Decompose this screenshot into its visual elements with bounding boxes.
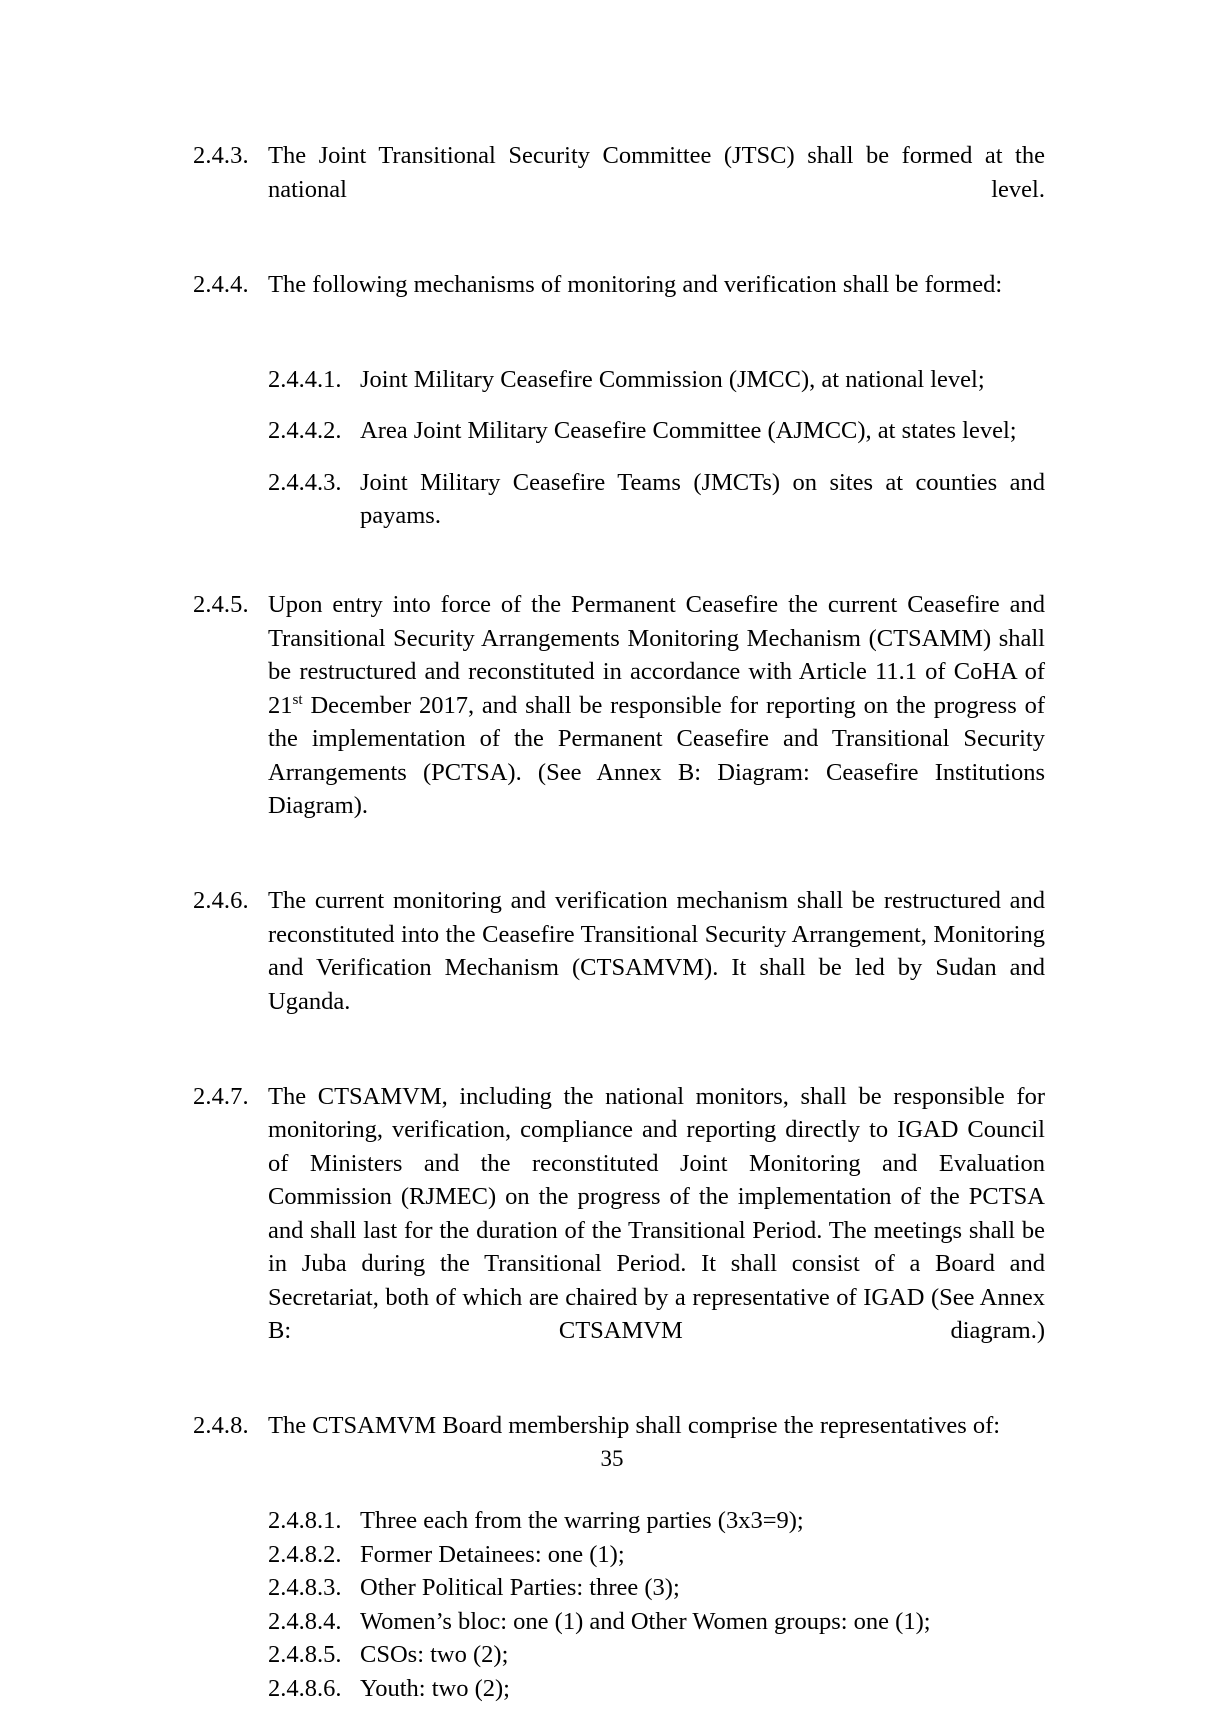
page-number: 35 [600,1446,624,1471]
clause-2-4-5 [193,588,1045,856]
clause-number: 2.4.8. [193,1412,249,1439]
clause-text: The current monitoring and verification mechanism shall be restructured and reconstituted into the Ceasefire Transitional Security Arrangement, Monitoring and Verification Mechanism (CTSAMVM). It shall be led by Sudan and Uganda. [268,887,1045,1015]
clause-number: 2.4.7. [193,1082,249,1110]
clause-text: The CTSAMVM Board membership shall comprise the representatives of: [268,1412,1001,1439]
subclause-number: 2.4.4.2. [268,417,342,444]
subclause-2-4-8-2 [268,1538,1045,1572]
subclause-2-4-8-6 [268,1672,1045,1706]
clause-2-4-7 [193,1080,1045,1382]
subclause-text: Joint Military Ceasefire Teams (JMCTs) on sites at counties and payams. [360,468,1045,529]
subclause-group-2-4-4 [268,363,1045,567]
subclause-number: 2.4.8.4. [268,1607,342,1635]
subclause-2-4-8-4 [268,1605,1045,1639]
subclause-2-4-4-2 [268,414,1045,448]
subclause-2-4-8-1 [268,1504,1045,1538]
subclause-text: Women’s bloc: one (1) and Other Women groups: one (1); [360,1607,931,1635]
subclause-text: Youth: two (2); [360,1674,510,1702]
subclause-text: Joint Military Ceasefire Commission (JMCC), at national level; [360,365,985,393]
clause-text: The CTSAMVM, including the national monitors, shall be responsible for monitoring, verification, compliance and reporting directly to IGAD Council of Ministers and the reconstituted Joint Monitoring and Evaluation Commission (RJMEC) on the progress of the implementation of the PCTSA and shall last for the duration of the Transitional Period. The meetings shall be in Juba during the Transitional Period. It shall consist of a Board and Secretariat, both of which are chaired by a representative of IGAD (See Annex B: CTSAMVM diagram.) [268,1082,1045,1344]
subclause-text: CSOs: two (2); [360,1641,509,1668]
subclause-number: 2.4.4.1. [268,365,342,393]
subclause-number: 2.4.8.3. [268,1574,342,1601]
clause-text [268,588,1045,856]
subclause-number: 2.4.8.1. [268,1507,342,1534]
subclause-2-4-4-1 [268,363,1045,397]
subclause-number: 2.4.8.6. [268,1674,342,1702]
document-body [193,139,1045,1727]
clause-text: The Joint Transitional Security Committee (JTSC) shall be formed at the national level. [268,142,1045,203]
subclause-number: 2.4.8.5. [268,1641,342,1668]
subclause-text: Three each from the warring parties (3x3=9); [360,1507,804,1534]
clause-2-4-3 [193,139,1045,240]
clause-number: 2.4.3. [193,142,249,169]
subclause-text: Other Political Parties: three (3); [360,1574,680,1601]
clause-text-part-2: December 2017, and shall be responsible for reporting on the progress of the implementation of the Permanent Ceasefire and Transitional Security Arrangements (PCTSA). (See Annex B: Diagram: Ceasefire Institutions Diagram). [268,691,1045,819]
clause-number: 2.4.6. [193,887,249,914]
subclause-group-2-4-8 [268,1504,1045,1705]
subclause-2-4-8-3 [268,1571,1045,1605]
subclause-number: 2.4.4.3. [268,468,342,496]
ordinal-suffix: st [292,690,303,708]
subclause-2-4-8-5 [268,1638,1045,1672]
clause-number: 2.4.4. [193,270,249,298]
clause-text: The following mechanisms of monitoring and verification shall be formed: [268,270,1003,298]
clause-2-4-6 [193,884,1045,1052]
clause-2-4-4 [193,268,1045,335]
clause-text-part-1: Upon entry into force of the Permanent Ceasefire the current Ceasefire and Transitional Security Arrangements Monitoring Mechanism (CTSAMM) shall be restructured and reconstituted in accordance with Article 11.1 of CoHA of 21 [268,591,1045,719]
subclause-text: Area Joint Military Ceasefire Committee (AJMCC), at states level; [360,417,1017,444]
subclause-text: Former Detainees: one (1); [360,1540,625,1568]
subclause-2-4-4-3 [268,466,1045,567]
subclause-number: 2.4.8.2. [268,1540,342,1568]
clause-number: 2.4.5. [193,591,249,618]
